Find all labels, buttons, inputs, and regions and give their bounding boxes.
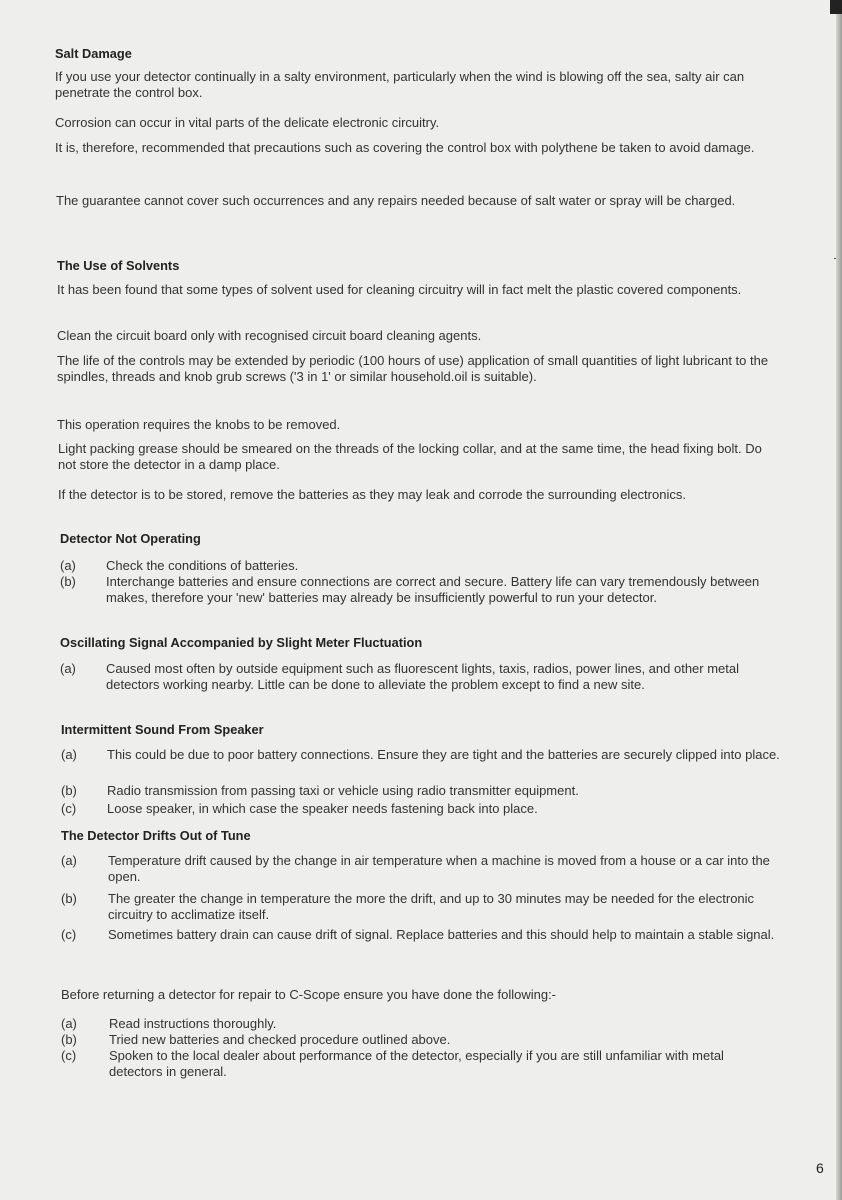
paragraph-solvents-2: Clean the circuit board only with recognised circuit board cleaning agents. — [57, 328, 482, 343]
heading-detector-drifts: The Detector Drifts Out of Tune — [61, 828, 251, 843]
item-label: (c) — [61, 1048, 77, 1063]
item-text: This could be due to poor battery connections. Ensure they are tight and the batteries are securely clipped into place. — [107, 747, 780, 762]
item-label: (a) — [60, 661, 76, 676]
paragraph-salt-3: It is, therefore, recommended that precautions such as covering the control box with polythene be taken to avoid damage. — [55, 140, 755, 155]
item-text: Tried new batteries and checked procedure outlined above. — [109, 1032, 451, 1047]
item-text: Caused most often by outside equipment such as fluorescent lights, taxis, radios, power lines, and other metal detectors working nearby. Little can be done to alleviate the problem except to find a new site. — [106, 661, 740, 692]
item-text: Sometimes battery drain can cause drift of signal. Replace batteries and this should help to maintain a stable signal. — [108, 927, 775, 942]
item-label: (c) — [61, 801, 77, 816]
paragraph-solvents-6: If the detector is to be stored, remove the batteries as they may leak and corrode the surrounding electronics. — [58, 487, 686, 502]
item-text: Check the conditions of batteries. — [106, 558, 299, 573]
heading-detector-not-operating: Detector Not Operating — [60, 531, 201, 546]
paragraph-solvents-5: Light packing grease should be smeared on the threads of the locking collar, and at the same time, the head fixing bolt. Do not store the detector in a damp place. — [58, 441, 762, 472]
item-text: The greater the change in temperature the more the drift, and up to 30 minutes may be needed for the electronic circuitry to acclimatize itself. — [108, 891, 755, 922]
item-label: (b) — [60, 574, 76, 589]
paragraph-returning-intro: Before returning a detector for repair to C-Scope ensure you have done the following:- — [61, 987, 557, 1002]
paragraph-salt-2: Corrosion can occur in vital parts of the delicate electronic circuitry. — [55, 115, 440, 130]
item-text: Temperature drift caused by the change in air temperature when a machine is moved from a house or a car into the open. — [108, 853, 770, 884]
item-label: (b) — [61, 783, 77, 798]
heading-oscillating-signal: Oscillating Signal Accompanied by Slight Meter Fluctuation — [60, 635, 423, 650]
item-text: Read instructions thoroughly. — [109, 1016, 277, 1031]
paragraph-solvents-3: The life of the controls may be extended by periodic (100 hours of use) application of small quantities of light lubricant to the spindles, threads and knob grub screws ('3 in 1' or similar household.oil is suitable). — [57, 353, 769, 384]
item-label: (c) — [61, 927, 77, 942]
item-label: (a) — [61, 1016, 77, 1031]
item-text: Radio transmission from passing taxi or vehicle using radio transmitter equipment. — [107, 783, 579, 798]
paragraph-salt-4: The guarantee cannot cover such occurrences and any repairs needed because of salt water or spray will be charged. — [56, 193, 736, 208]
edge-tick-mark — [834, 258, 836, 259]
item-text: Spoken to the local dealer about performance of the detector, especially if you are still unfamiliar with metal detectors in general. — [109, 1048, 724, 1079]
item-text: Interchange batteries and ensure connections are correct and secure. Battery life can vary tremendously between makes, therefore your 'new' batteries may already be insufficiently powerful to run your detector. — [106, 574, 760, 605]
paragraph-solvents-1: It has been found that some types of solvent used for cleaning circuitry will in fact melt the plastic covered components. — [57, 282, 742, 297]
item-text: Loose speaker, in which case the speaker needs fastening back into place. — [107, 801, 538, 816]
heading-use-of-solvents: The Use of Solvents — [57, 258, 180, 273]
item-label: (a) — [60, 558, 76, 573]
page-number: 6 — [816, 1160, 824, 1176]
item-label: (b) — [61, 1032, 77, 1047]
item-label: (a) — [61, 747, 77, 762]
item-label: (a) — [61, 853, 77, 868]
corner-mark — [830, 0, 842, 14]
item-label: (b) — [61, 891, 77, 906]
heading-intermittent-sound: Intermittent Sound From Speaker — [61, 722, 264, 737]
heading-salt-damage: Salt Damage — [55, 46, 132, 61]
paragraph-salt-1: If you use your detector continually in a salty environment, particularly when the wind is blowing off the sea, salty air can penetrate the control box. — [55, 69, 745, 100]
paragraph-solvents-4: This operation requires the knobs to be removed. — [57, 417, 341, 432]
page-edge-shadow — [836, 0, 842, 1200]
